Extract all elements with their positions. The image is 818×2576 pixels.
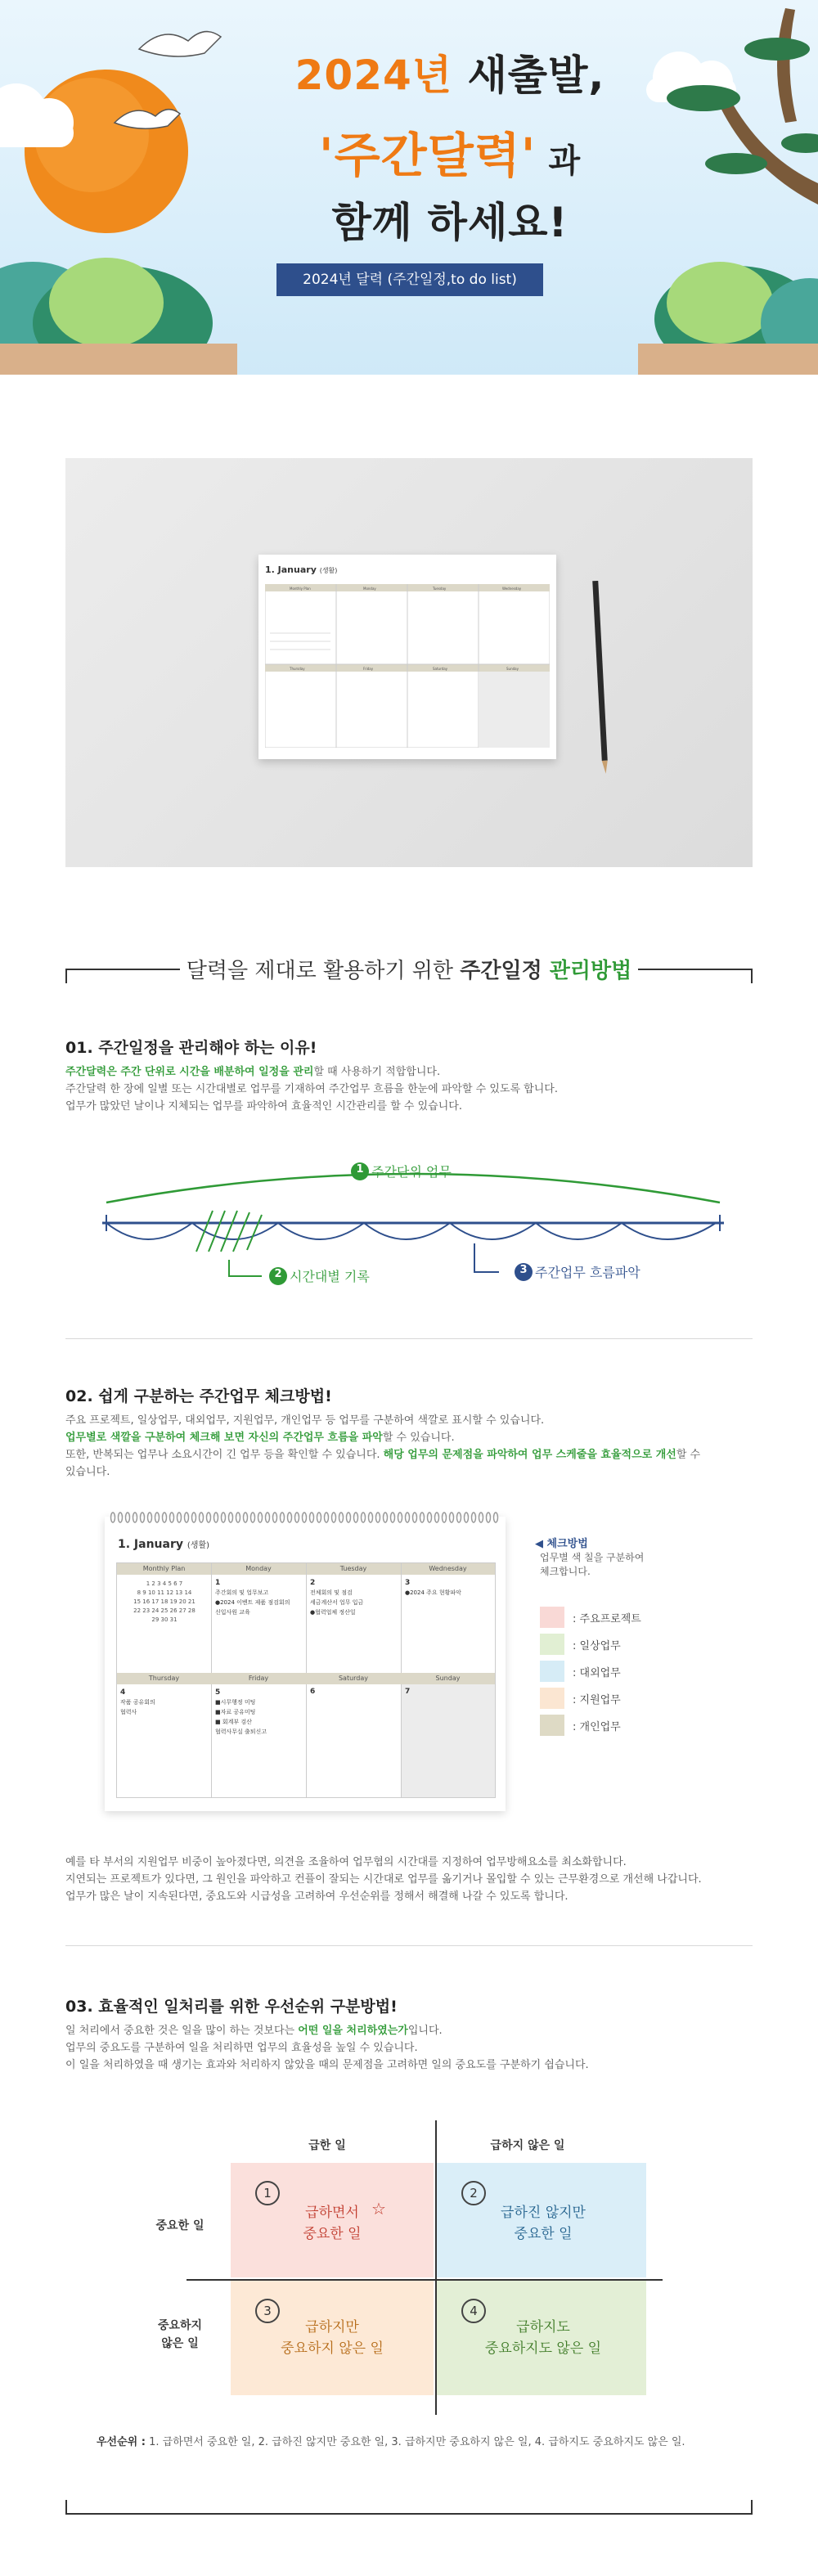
spiral-ring — [222, 1513, 226, 1522]
spiral-ring — [200, 1513, 204, 1522]
section-title — [0, 954, 818, 984]
header-wednesday: Wednesday — [429, 1565, 467, 1572]
legend-item-personal: : 개인업무 — [540, 1715, 703, 1736]
legend-desc: 업무별 색 칠을 구분하여 체크합니다. — [540, 1552, 645, 1577]
spiral-ring — [141, 1513, 145, 1522]
day-cell-2: 2 전체회의 및 점검 세금계산서 업무 입금 ●협력업체 정산일 — [310, 1579, 364, 1616]
legend-item-external: : 대외업무 — [540, 1661, 703, 1682]
s2-paragraph: 주요 프로젝트, 일상업무, 대외업무, 지원업무, 개인업무 등 업무를 구분하여 색깔로 표시할 수 있습니다. 업무별로 색깔을 구분하여 체크해 보면 자신의 주간업무 흐름을 파악할 수 있습니다. 또한, 반복되는 업무나 소요시간이 긴 업무 등을 확인할 수 있습니다. 해당 업무의 문제점을 파악하여 업무 스케줄을 효율적으로 개선할 수 있습니다. — [65, 1414, 701, 1478]
arrow-2-shape — [229, 1260, 262, 1276]
calendar-grid — [265, 584, 550, 748]
spiral-ring — [229, 1513, 233, 1522]
spiral-ring — [192, 1513, 196, 1522]
svg-text:Tuesday: Tuesday — [433, 587, 447, 591]
spiral-ring — [494, 1513, 498, 1522]
hero-title-line2 — [245, 117, 654, 186]
quadrant-1-content: 1 급하면서 중요한 일 ☆ — [231, 2163, 434, 2277]
spiral-ring — [155, 1513, 160, 1522]
spiral-ring — [133, 1513, 137, 1522]
sunday-cell — [402, 1684, 495, 1797]
day-cell-1: 1 주간회의 및 업무보고 ●2024 이벤트 제품 점검회의 신입사원 교육 — [215, 1579, 290, 1616]
spiral-ring — [258, 1513, 263, 1522]
hero-title-line3: 함께 하세요! — [331, 199, 569, 246]
swatch-pink — [540, 1607, 564, 1628]
swatch-peach — [540, 1688, 564, 1709]
calendar-title: 1. January (생활) — [265, 564, 338, 575]
col-label-urgent: 급한 일 — [308, 2139, 346, 2152]
spiral-ring — [325, 1513, 329, 1522]
left-hills-shape — [0, 258, 237, 375]
diagram-num-1: 1 — [356, 1163, 364, 1176]
header-monday: Monday — [245, 1565, 272, 1572]
pine-tree-shape — [667, 8, 818, 205]
spiral-ring — [428, 1513, 432, 1522]
pencil-shape — [589, 581, 614, 777]
svg-text:Saturday: Saturday — [433, 667, 448, 671]
spiral-ring — [214, 1513, 218, 1522]
spiral-ring — [339, 1513, 344, 1522]
s1-heading: 01. 주간일정을 관리해야 하는 이유! — [65, 1039, 317, 1057]
svg-text:Wednesday: Wednesday — [502, 587, 522, 591]
spiral-ring — [281, 1513, 285, 1522]
header-tuesday: Tuesday — [339, 1565, 367, 1572]
priority-line: 우선순위 : 1. 급하면서 중요한 일, 2. 급하진 않지만 중요한 일, 3. 급하지만 중요하지 않은 일, 4. 급하지도 중요하지도 않은 일. — [97, 2436, 685, 2448]
product-photo — [65, 458, 753, 867]
s2-after-paragraph: 예를 타 부서의 지원업무 비중이 높아졌다면, 의견을 조율하여 업무협의 시간대를 지정하여 업무방해요소를 최소화합니다. 지연되는 프로젝트가 있다면, 그 원인을 파악하고 컨플이 잘되는 시간대로 업무를 옮기거나 몰입할 수 있는 근무환경으로 개선해 나갑니다. 업무가 많은 날이 지속된다면, 중요도와 시급성을 고려하여 우선순위를 정해서 해결해 나갈 수 있도록 합니다. — [65, 1856, 702, 1903]
spiral-ring — [487, 1513, 491, 1522]
bracket-right-bottom — [751, 2500, 753, 2515]
spiral-ring — [413, 1513, 417, 1522]
diagram-label-3: 주간업무 흐름파악 — [535, 1265, 640, 1280]
hatch-shape — [196, 1211, 262, 1252]
spiral-ring — [295, 1513, 299, 1522]
spiral-ring — [450, 1513, 454, 1522]
star-icon: ☆ — [371, 2199, 386, 2219]
spiral-ring — [479, 1513, 483, 1522]
calendar-large-title: 1. January (생활) — [118, 1538, 210, 1551]
diagram-label-1: 주간단위 업무 — [371, 1164, 452, 1180]
divider-1 — [65, 1338, 753, 1339]
spiral-ring — [457, 1513, 461, 1522]
spiral-ring — [391, 1513, 395, 1522]
spiral-ring — [288, 1513, 292, 1522]
s3-paragraph: 일 처리에서 중요한 것은 일을 많이 하는 것보다는 어떤 일을 처리하였는가입니다. 업무의 중요도를 구분하여 일을 처리하면 업무의 효율성을 높일 수 있습니다. 이 일을 처리하였을 때 생기는 효과와 처리하지 않았을 때의 문제점을 고려하면 일의 중요도를 구분하기 쉽습니다. — [65, 2025, 589, 2071]
hero-banner — [0, 0, 818, 375]
right-hills-shape — [638, 262, 818, 375]
hero-line1-rest: 새출발, — [452, 52, 605, 99]
header-sunday: Sunday — [435, 1675, 461, 1682]
calendar-large — [105, 1517, 506, 1811]
spiral-ring — [236, 1513, 240, 1522]
svg-text:Monday: Monday — [363, 587, 376, 591]
calendar-sheet — [258, 555, 556, 759]
section-title-plain: 달력을 제대로 활용하기 위한 — [186, 959, 461, 983]
spiral-ring — [185, 1513, 189, 1522]
swatch-beige — [540, 1715, 564, 1736]
spiral-ring — [406, 1513, 410, 1522]
spiral-ring — [332, 1513, 336, 1522]
hero-title-line1 — [245, 43, 654, 101]
mini-month: 1 2 3 4 5 6 7 8 9 10 11 12 13 14 15 16 17 18 19 20 21 22 23 24 25 26 27 28 29 30 31 — [133, 1580, 196, 1623]
spiral-ring — [303, 1513, 307, 1522]
spiral-ring — [443, 1513, 447, 1522]
spiral-ring — [266, 1513, 270, 1522]
spiral-ring — [251, 1513, 255, 1522]
section-title-bold: 주간일정 — [460, 959, 550, 983]
section-title-green: 관리방법 — [549, 959, 632, 983]
spiral-ring — [111, 1513, 115, 1522]
spiral-ring — [207, 1513, 211, 1522]
day-curves-shape — [106, 1215, 720, 1239]
diagram-num-2: 2 — [274, 1268, 282, 1280]
s1-paragraph: 주간달력은 주간 단위로 시간을 배분하여 일정을 관리할 때 사용하기 적합합니다. 주간달력 한 장에 일별 또는 시간대별로 업무를 기재하여 주간업무 흐름을 한눈에 파악할 수 있도록 합니다. 업무가 많았던 날이나 지체되는 업무를 파악하여 효율적인 시간관리를 할 수 있습니다. — [65, 1066, 558, 1113]
calendar-large-grid — [116, 1562, 496, 1798]
header-saturday: Saturday — [338, 1675, 369, 1682]
spiral-ring — [244, 1513, 248, 1522]
spiral-ring — [148, 1513, 152, 1522]
spiral-ring — [420, 1513, 425, 1522]
s3-heading: 03. 효율적인 일처리를 위한 우선순위 구분방법! — [65, 1998, 398, 2016]
rule-bottom — [65, 2513, 753, 2515]
spiral-binding-shape — [105, 1512, 506, 1523]
spiral-ring — [384, 1513, 388, 1522]
hero-line2-rest: 과 — [536, 142, 582, 180]
spiral-ring — [310, 1513, 314, 1522]
day-cell-5: 5 ■시무행정 미팅 ■자료 공유미팅 ■ 회계부 검산 협력사무실 출퇴신고 — [215, 1688, 267, 1735]
diagram-label-2: 시간대별 기록 — [290, 1269, 370, 1284]
spiral-ring — [317, 1513, 321, 1522]
divider-2 — [65, 1945, 753, 1946]
day-cell-4: 4 작품 공유회의 협력사 — [120, 1688, 155, 1715]
spiral-ring — [163, 1513, 167, 1522]
spiral-ring — [119, 1513, 123, 1522]
svg-text:Thursday: Thursday — [290, 667, 305, 671]
header-monthly: Monthly Plan — [142, 1565, 186, 1572]
header-thursday: Thursday — [148, 1675, 180, 1682]
swatch-green — [540, 1634, 564, 1655]
row-label-not-important: 중요하지 않은 일 — [157, 2319, 203, 2350]
arrow-3-shape — [474, 1243, 499, 1272]
legend-item-support: : 지원업무 — [540, 1688, 703, 1709]
svg-text:Sunday: Sunday — [506, 667, 519, 671]
quadrant-2-content: 2 급하진 않지만 중요한 일 — [437, 2163, 646, 2277]
spiral-ring — [354, 1513, 358, 1522]
spiral-ring — [435, 1513, 439, 1522]
spiral-ring — [376, 1513, 380, 1522]
spiral-ring — [126, 1513, 130, 1522]
svg-text:Friday: Friday — [363, 667, 374, 671]
spiral-ring — [178, 1513, 182, 1522]
svg-text:Monthly Plan: Monthly Plan — [290, 587, 311, 591]
legend-item-project: : 주요프로젝트 — [540, 1607, 703, 1628]
spiral-ring — [362, 1513, 366, 1522]
spiral-ring — [472, 1513, 476, 1522]
day-cell-6: 6 — [310, 1688, 316, 1696]
s2-heading: 02. 쉽게 구분하는 주간업무 체크방법! — [65, 1387, 332, 1405]
legend-title: ◀ 체크방법 — [535, 1538, 588, 1550]
spiral-ring — [369, 1513, 373, 1522]
spiral-ring — [398, 1513, 402, 1522]
col-label-not-urgent: 급하지 않은 일 — [490, 2139, 565, 2152]
row-label-important: 중요한 일 — [155, 2219, 204, 2232]
swatch-blue — [540, 1661, 564, 1682]
day-cell-7: 7 — [405, 1688, 411, 1696]
header-friday: Friday — [248, 1675, 269, 1682]
spiral-ring — [347, 1513, 351, 1522]
spiral-ring — [170, 1513, 174, 1522]
quadrant-4-content: 4 급하지도 중요하지도 않은 일 — [437, 2281, 646, 2395]
diagram-num-3: 3 — [519, 1264, 528, 1276]
legend-item-daily: : 일상업무 — [540, 1634, 703, 1655]
day-cell-3: 3 ●2024 주요 현황파악 — [405, 1579, 461, 1596]
spiral-ring — [273, 1513, 277, 1522]
hero-year: 2024년 — [294, 52, 453, 99]
hero-badge: 2024년 달력 (주간일정,to do list) — [276, 263, 543, 296]
hero-product-name: '주간달력' — [318, 128, 537, 183]
quadrant-3-content: 3 급하지만 중요하지 않은 일 — [231, 2281, 434, 2395]
spiral-ring — [465, 1513, 469, 1522]
